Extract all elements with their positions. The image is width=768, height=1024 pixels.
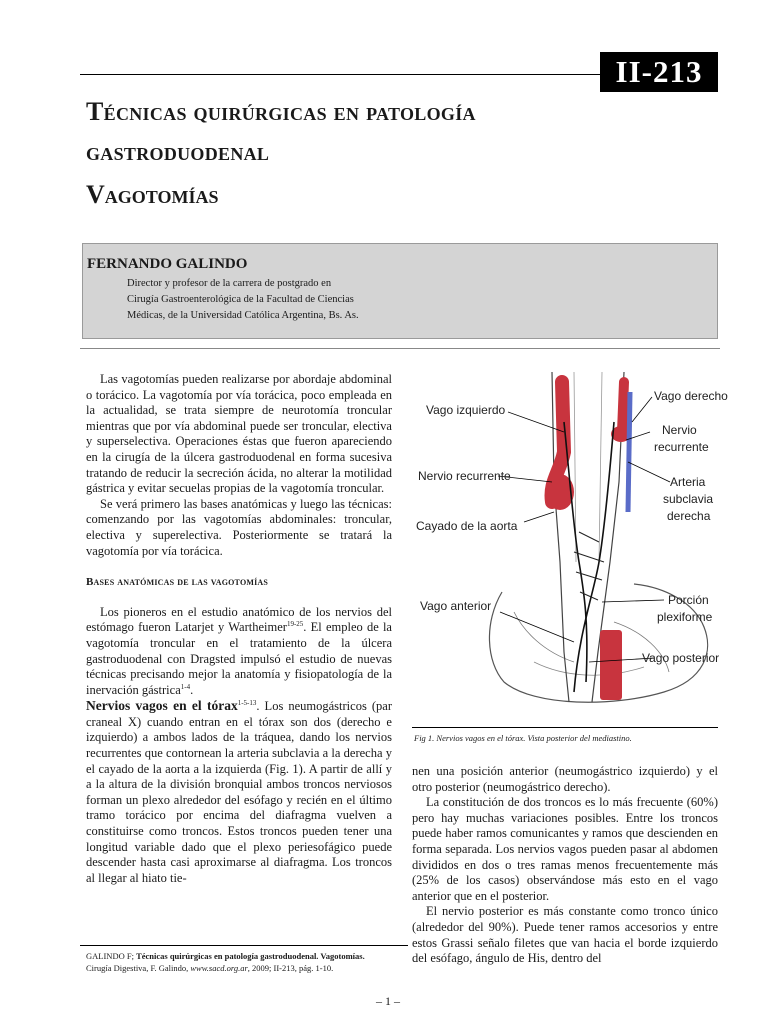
label-vago-anterior: Vago anterior [420, 599, 492, 613]
title-line-1: Técnicas quirúrgicas en patología [86, 97, 476, 126]
paragraph: Se verá primero las bases anatómicas y luego las técnicas: comenzando por las vagotomías abdominales: troncular, electiva y superelectiva. Posteriormente se tratará la vagotomía por vía torácica. [86, 496, 392, 558]
citation-footnote: GALINDO F; Técnicas quirúrgicas en patología gastroduodenal. Vagotomías. Cirugía Digestiva, F. Galindo, www.sacd.org.ar, 2009; II-213, pág. 1-10. [86, 951, 365, 973]
footnote-rule [80, 945, 408, 946]
reference: 19-25 [286, 620, 304, 629]
header-rule [80, 74, 680, 75]
affiliation-line: Director y profesor de la carrera de postgrado en [127, 278, 332, 289]
author-affiliation [127, 276, 359, 324]
label-vago-posterior: Vago posterior [642, 651, 720, 665]
affiliation-line: Cirugía Gastroenterológica de la Facultad de Ciencias [127, 294, 354, 305]
label-nervio-recurrente-derecho: recurrente [654, 440, 709, 454]
label-porcion-plexiforme: Porción [668, 593, 709, 607]
label-arteria-subclavia: subclavia [663, 492, 714, 506]
label-porcion-plexiforme: plexiforme [657, 610, 713, 624]
citation-url[interactable]: www.sacd.org.ar [190, 963, 248, 973]
anatomy-figure [414, 362, 734, 722]
paragraph: Las vagotomías pueden realizarse por abordaje abdominal o torácico. La vagotomía por vía torácica, poco empleada en la actualidad, se trata siempre de neurotomía troncular mientras que por vía abdominal puede ser troncular, electiva y superselectiva. Operaciones éstas que fueron apareciendo en la cirugía de la úlcera gastroduodenal en forma sucesiva tratando de reducir la secreción ácida, no alterar la motilidad gástrica y evitar secuelas propias de la vagotomía troncular. [86, 372, 392, 496]
section-rule [80, 348, 720, 349]
right-column [412, 764, 718, 967]
paragraph: nen una posición anterior (neumogástrico izquierdo) y el otro posterior (neumogástrico derecho). [412, 764, 718, 794]
reference: 1-4 [180, 682, 191, 691]
chapter-badge: II-213 [600, 52, 718, 92]
left-column [86, 372, 392, 886]
label-nervio-recurrente-izquierdo: Nervio recurrente [418, 469, 511, 483]
article-title [86, 92, 476, 172]
title-line-2: gastroduodenal [86, 137, 270, 166]
paragraph: Los pioneros en el estudio anatómico de los nervios del estómago fueron Latarjet y Wartheimer$^{19-25}$. El empleo de la vagotomía troncular en el tratamiento de la úlcera gastroduodenal con Dragsted impulsó el estudio de nuevas técnicas precisando mejor la anatomía y fisiopatología de la inervación gástrica$^{1-4}$. [86, 604, 392, 697]
paragraph: Nervios vagos en el tórax$^{1-5-13}$. Los neumogástricos (par craneal X) cuando entran en el tórax son dos (derecho e izquierdo) a ambos lados de la tráquea, dando los nervios recurrentes que contornean la arteria subclavia a la derecha y el cayado de la aorta a la izquierda (Fig. 1). A partir de allí y a la altura de la división bronquial ambos troncos nerviosos forman un plexo alrededor del esófago y recién en el último tramo torácico por encima del diafragma vuelven a constituirse como troncos. Estos troncos pueden tener una longitud variable dado que el plexo periesofágico puede descender hasta casi aproximarse al diafragma. Los troncos al llegar al hiato tie- [86, 698, 392, 885]
label-arteria-subclavia: Arteria [670, 475, 706, 489]
section-heading: Bases anatómicas de las vagotomías [86, 576, 269, 589]
label-vago-derecho: Vago derecho [654, 389, 728, 403]
label-arteria-subclavia: derecha [667, 509, 711, 523]
article-subtitle: Vagotomías [86, 180, 219, 209]
figure-caption: Fig 1. Nervios vagos en el tórax. Vista posterior del mediastino. [414, 733, 632, 743]
reference: 1-5-13 [237, 699, 257, 708]
label-nervio-recurrente-derecho: Nervio [662, 423, 697, 437]
affiliation-line: Médicas, de la Universidad Católica Argentina, Bs. As. [127, 310, 359, 321]
label-vago-izquierdo: Vago izquierdo [426, 403, 506, 417]
figure-rule [412, 727, 718, 728]
inline-heading: Nervios vagos en el tórax [86, 698, 238, 714]
label-cayado-aorta: Cayado de la aorta [416, 519, 518, 533]
page-number: – 1 – [376, 994, 400, 1008]
author-box [82, 243, 718, 339]
paragraph: El nervio posterior es más constante como tronco único (alrededor del 90%). Puede tener ramos accesorios y entre estos Grassi señalo filetes que van hacia el borde izquierdo del esófago, ángulo de His, dentro del [412, 904, 718, 966]
author-name: FERNANDO GALINDO [87, 256, 248, 272]
paragraph: La constitución de dos troncos es lo más frecuente (60%) pero hay muchas variaciones posibles. Entre los troncos puede haber ramos comunicantes y ramos que descienden en forma separada. Los nervios vagos pueden pasar al abdomen divididos en dos o tres ramas menos frecuentemente más (25% de los casos) observándose más esto en el vago anterior que en el posterior. [412, 795, 718, 903]
